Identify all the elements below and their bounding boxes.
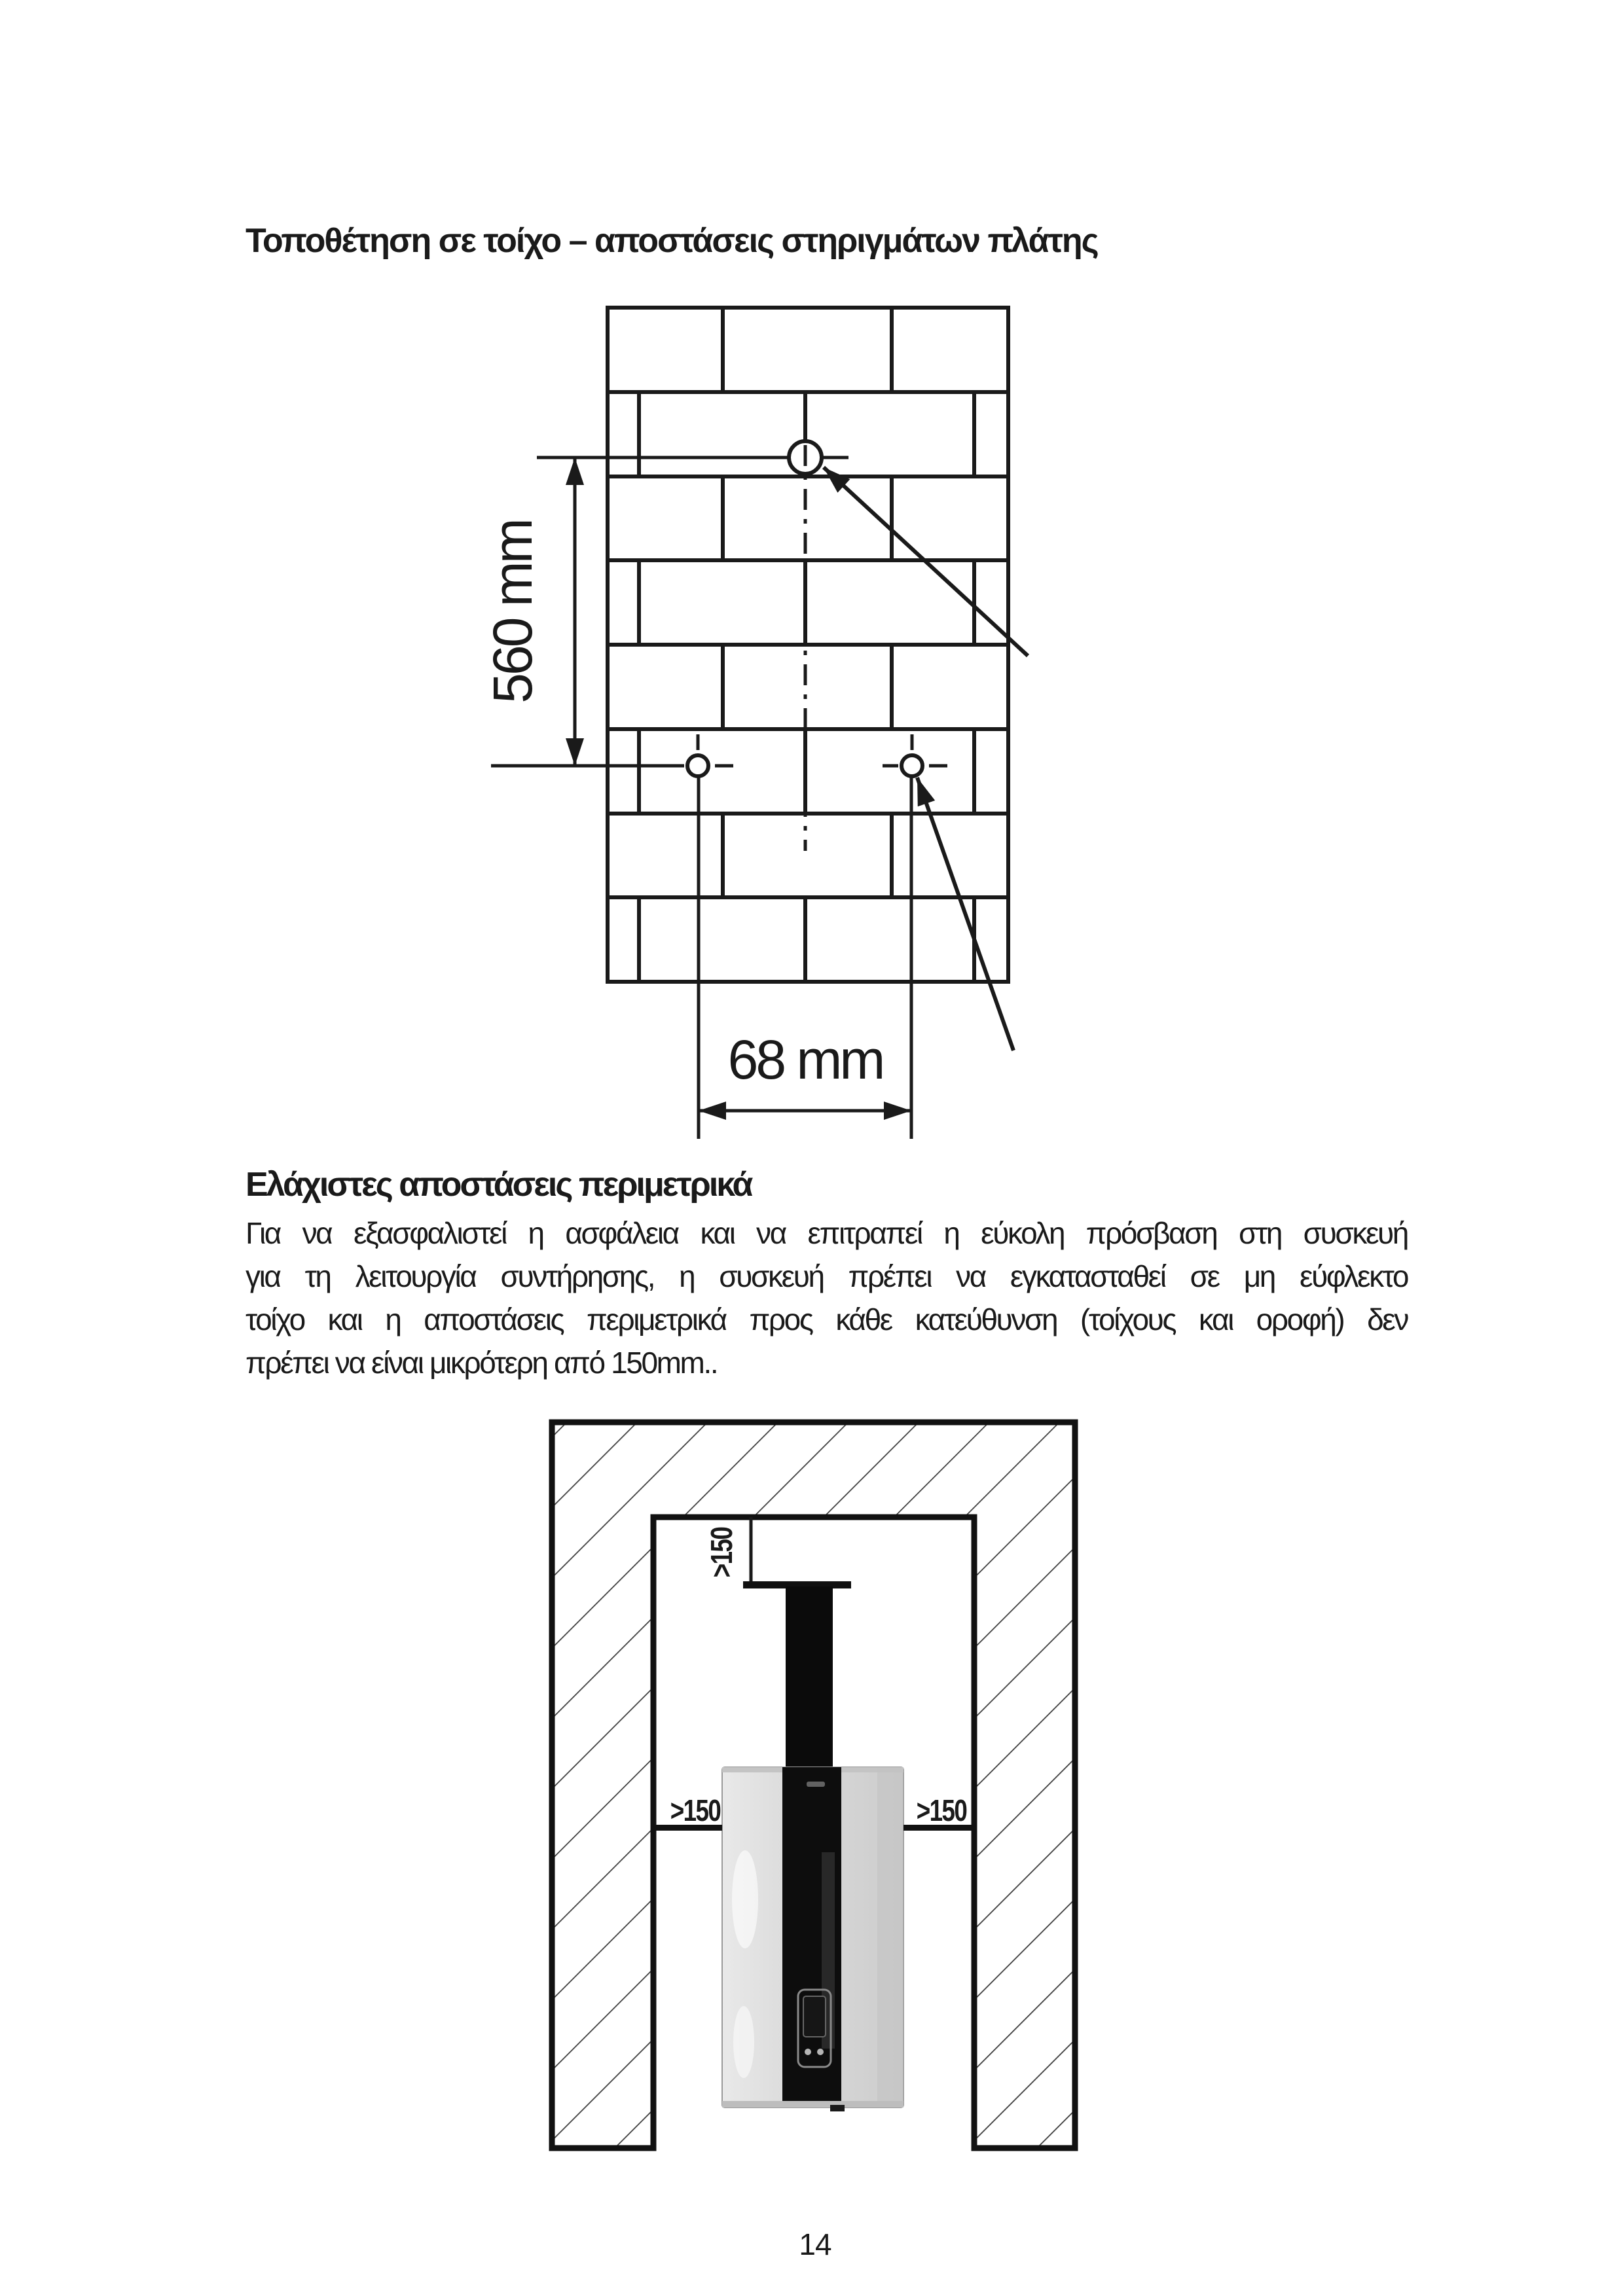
pointer-arrows [824,467,1028,1050]
wall-mount-diagram [458,288,1048,1152]
paragraph-line: πρέπει να είναι μικρότερη από 150mm.. [246,1346,718,1380]
paragraph-line: τοίχο και η αποστάσεις περιμετρικά προς κάθε κατεύθυνση (τοίχους και οροφή) δεν [246,1302,1408,1336]
flue-pipe [786,1587,833,1776]
control-display [803,1996,826,2037]
dim-right-label: >150 [916,1793,967,1827]
control-button [817,2049,824,2055]
paragraph-line: για τη λειτουργία συντήρησης, η συσκευή πρέπει να εγκατασταθεί σε μη εύφλεκτο [246,1259,1408,1293]
dim-560-label: 560 mm [482,520,543,704]
page-number: 14 [799,2227,831,2261]
dim-top-label: >150 [704,1527,739,1578]
dim-68-label: 68 mm [727,1029,883,1090]
paragraph-line: Για να εξασφαλιστεί η ασφάλεια και να επιτραπεί η εύκολη πρόσβαση στη συσκευή [246,1216,1408,1250]
page-title: Τοποθέτηση σε τοίχο – αποστάσεις στηριγμάτων πλάτης [246,222,1098,260]
boiler-logo [807,1782,825,1787]
body-paragraph [246,1211,1408,1384]
brick-wall [608,308,1008,982]
boiler [722,1767,903,2111]
lower-mounting-holes [687,734,947,776]
dim-560 [491,457,848,766]
section-subheading: Ελάχιστες αποστάσεις περιμετρικά [246,1166,752,1204]
control-button [805,2049,811,2055]
clearance-diagram [524,1394,1113,2206]
dim-left-label: >150 [670,1793,721,1827]
